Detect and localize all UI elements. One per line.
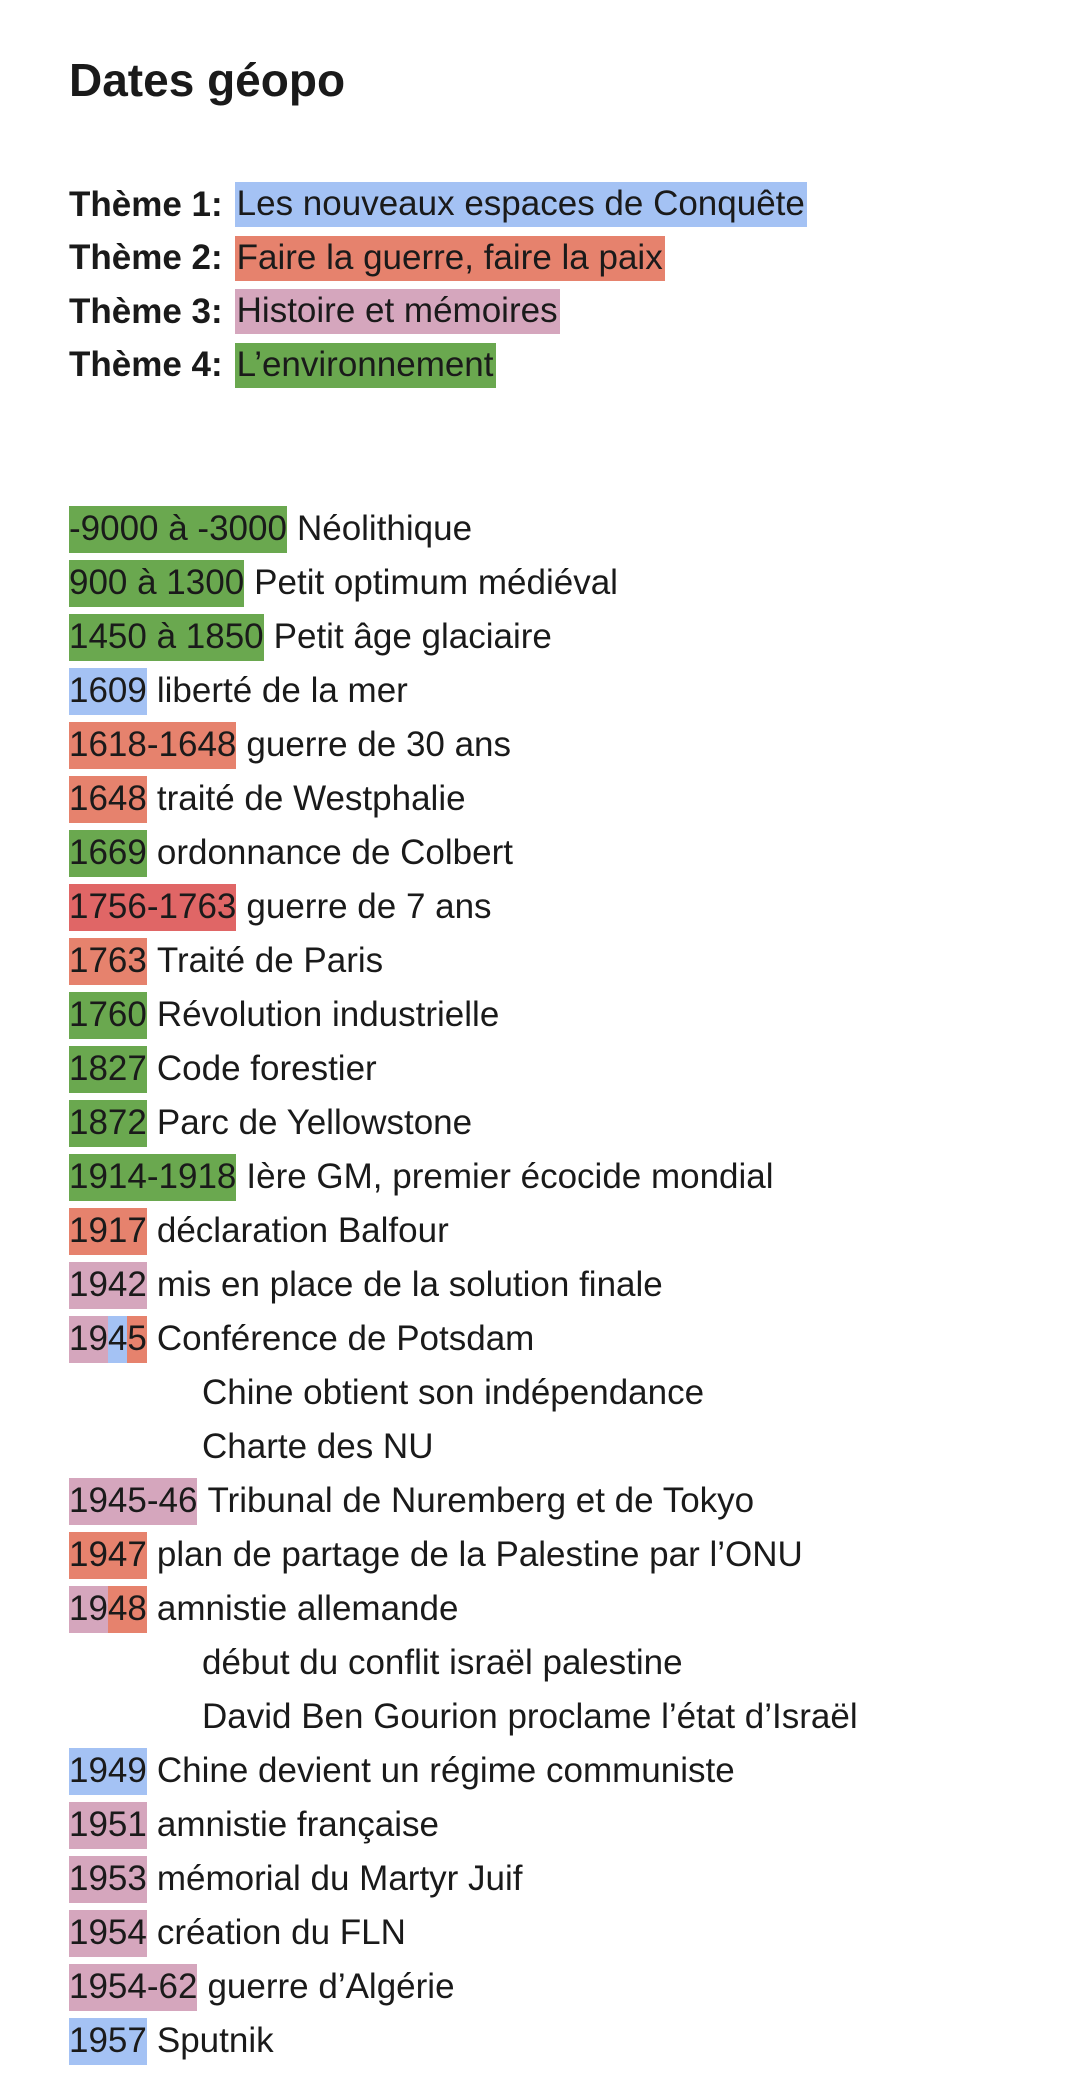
event-description: amnistie française (156, 1805, 439, 1844)
event-date (69, 884, 236, 931)
event-row (69, 1744, 858, 1798)
date-highlight-segment: 19 (69, 1316, 108, 1363)
date-highlight-segment: 1609 (69, 668, 147, 715)
theme-label: Thème 1: (69, 184, 223, 224)
date-highlight-segment: 1954 (69, 1910, 147, 1957)
event-row (69, 1204, 858, 1258)
event-description: guerre de 30 ans (246, 725, 512, 764)
date-highlight-segment: 1947 (69, 1532, 147, 1579)
event-subline (69, 1366, 858, 1420)
date-highlight-segment: 1949 (69, 1748, 147, 1795)
event-description: début du conflit israël palestine (202, 1643, 683, 1682)
theme-name-highlight: Les nouveaux espaces de Conquête (235, 182, 807, 227)
event-description: mis en place de la solution finale (156, 1265, 663, 1304)
event-row (69, 664, 858, 718)
event-description: Petit âge glaciaire (273, 617, 552, 656)
event-description: plan de partage de la Palestine par l’ONU (156, 1535, 803, 1574)
event-description: amnistie allemande (156, 1589, 459, 1628)
event-row (69, 1798, 858, 1852)
event-description: traité de Westphalie (156, 779, 466, 818)
event-description: déclaration Balfour (156, 1211, 449, 1250)
event-timeline-list (69, 502, 858, 2068)
event-date (69, 1802, 147, 1849)
event-subline (69, 1690, 858, 1744)
event-row (69, 502, 858, 556)
date-highlight-segment: 5 (127, 1316, 146, 1363)
date-highlight-segment: 900 à 1300 (69, 560, 244, 607)
event-description: mémorial du Martyr Juif (156, 1859, 523, 1898)
event-row (69, 1852, 858, 1906)
event-subline (69, 1636, 858, 1690)
event-date (69, 668, 147, 715)
date-highlight-segment: 1827 (69, 1046, 147, 1093)
event-date (69, 1586, 147, 1633)
event-row (69, 1150, 858, 1204)
date-highlight-segment: 19 (69, 1586, 108, 1633)
event-row (69, 1096, 858, 1150)
event-row (69, 1474, 858, 1528)
date-highlight-segment: 1942 (69, 1262, 147, 1309)
date-highlight-segment: 1760 (69, 992, 147, 1039)
date-highlight-segment: -9000 à -3000 (69, 506, 287, 553)
event-date (69, 1316, 147, 1363)
theme-label: Thème 3: (69, 291, 223, 331)
event-row (69, 826, 858, 880)
event-date (69, 830, 147, 877)
theme-name-highlight: Histoire et mémoires (235, 289, 560, 334)
event-row (69, 1528, 858, 1582)
event-row (69, 1258, 858, 1312)
theme-label: Thème 4: (69, 345, 223, 385)
event-row (69, 1042, 858, 1096)
event-description: guerre de 7 ans (246, 887, 492, 926)
theme-name-highlight: Faire la guerre, faire la paix (235, 236, 665, 281)
theme-label: Thème 2: (69, 238, 223, 278)
event-description: liberté de la mer (156, 671, 408, 710)
event-row (69, 934, 858, 988)
theme-legend (69, 178, 807, 392)
event-row (69, 718, 858, 772)
date-highlight-segment: 48 (108, 1586, 147, 1633)
event-row (69, 988, 858, 1042)
event-date (69, 992, 147, 1039)
date-highlight-segment: 1954-62 (69, 1964, 197, 2011)
event-date (69, 1208, 147, 1255)
event-description: Conférence de Potsdam (156, 1319, 535, 1358)
event-date (69, 1748, 147, 1795)
event-description: création du FLN (156, 1913, 406, 1952)
theme-row (69, 232, 807, 286)
date-highlight-segment: 1957 (69, 2018, 147, 2065)
date-highlight-segment: 1945-46 (69, 1478, 197, 1525)
document-title: Dates géopo (69, 54, 346, 106)
event-description: Ière GM, premier écocide mondial (246, 1157, 774, 1196)
event-date (69, 938, 147, 985)
event-description: Néolithique (296, 509, 473, 548)
event-date (69, 1856, 147, 1903)
event-row (69, 1960, 858, 2014)
event-description: guerre d’Algérie (207, 1967, 455, 2006)
event-description: Parc de Yellowstone (156, 1103, 473, 1142)
event-date (69, 1478, 197, 1525)
date-highlight-segment: 1763 (69, 938, 147, 985)
event-description: Charte des NU (202, 1427, 434, 1466)
date-highlight-segment: 1450 à 1850 (69, 614, 264, 661)
date-highlight-segment: 1951 (69, 1802, 147, 1849)
event-description: Tribunal de Nuremberg et de Tokyo (207, 1481, 755, 1520)
theme-name-highlight: L’environnement (235, 343, 496, 388)
event-description: David Ben Gourion proclame l’état d’Israël (202, 1697, 858, 1736)
event-date (69, 560, 244, 607)
event-date (69, 1532, 147, 1579)
event-date (69, 1910, 147, 1957)
event-description: Révolution industrielle (156, 995, 500, 1034)
date-highlight-segment: 1872 (69, 1100, 147, 1147)
event-description: Petit optimum médiéval (254, 563, 618, 602)
event-row (69, 1312, 858, 1366)
event-row (69, 1906, 858, 1960)
date-highlight-segment: 1953 (69, 1856, 147, 1903)
event-description: ordonnance de Colbert (156, 833, 513, 872)
date-highlight-segment: 1618-1648 (69, 722, 236, 769)
event-row (69, 556, 858, 610)
event-row (69, 2014, 858, 2068)
event-description: Code forestier (156, 1049, 377, 1088)
date-highlight-segment: 1917 (69, 1208, 147, 1255)
event-date (69, 1964, 197, 2011)
event-date (69, 776, 147, 823)
event-date (69, 1046, 147, 1093)
event-date (69, 722, 236, 769)
date-highlight-segment: 1669 (69, 830, 147, 877)
event-description: Traité de Paris (156, 941, 384, 980)
theme-row (69, 178, 807, 232)
date-highlight-segment: 1756-1763 (69, 884, 236, 931)
theme-row (69, 285, 807, 339)
event-date (69, 614, 264, 661)
event-date (69, 1154, 236, 1201)
event-date (69, 506, 287, 553)
theme-row (69, 339, 807, 393)
event-description: Chine obtient son indépendance (202, 1373, 705, 1412)
event-row (69, 1582, 858, 1636)
event-subline (69, 1420, 858, 1474)
date-highlight-segment: 1914-1918 (69, 1154, 236, 1201)
event-date (69, 2018, 147, 2065)
event-row (69, 610, 858, 664)
date-highlight-segment: 4 (108, 1316, 127, 1363)
event-row (69, 880, 858, 934)
date-highlight-segment: 1648 (69, 776, 147, 823)
event-date (69, 1100, 147, 1147)
event-row (69, 772, 858, 826)
event-date (69, 1262, 147, 1309)
event-description: Chine devient un régime communiste (156, 1751, 735, 1790)
event-description: Sputnik (156, 2021, 274, 2060)
